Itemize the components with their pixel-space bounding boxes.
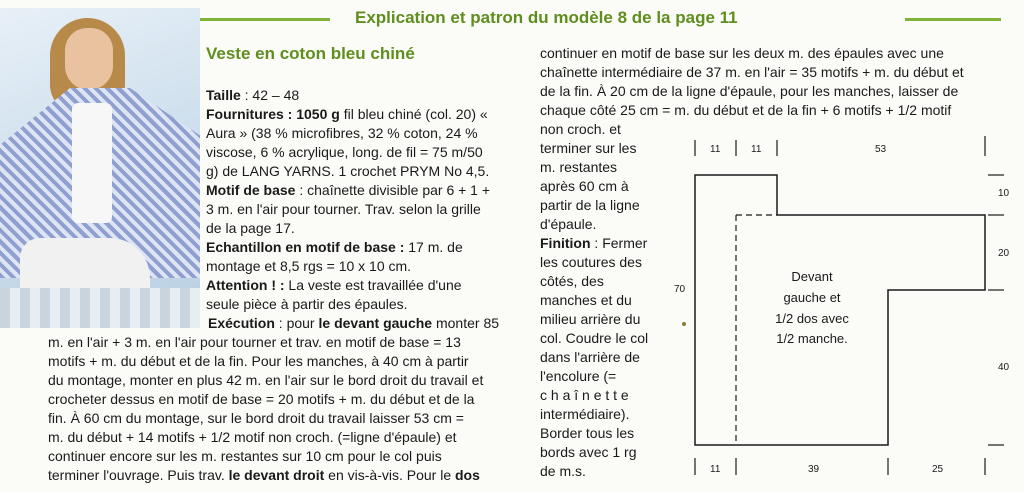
text-line: non croch. et <box>540 121 621 137</box>
text-line: motifs + m. du début et de la fin. Pour les manches, à 40 cm à partir <box>48 353 469 369</box>
dim-top-2: 11 <box>751 144 762 155</box>
text-line: dans l'arrière de <box>540 349 640 365</box>
text-line: de la fin. À 20 cm de la ligne d'épaule, pour les manches, laisser de <box>540 83 959 99</box>
schema-label-1: Devant <box>791 269 833 284</box>
size-line: Taille : 42 – 48 <box>206 87 300 103</box>
text-line: manches et du <box>540 292 632 308</box>
text-line: chaînette intermédiaire de 37 m. en l'air = 35 motifs + m. du début et <box>540 64 964 80</box>
text-line: m. restantes <box>540 159 618 175</box>
text-line: milieu arrière du <box>540 311 641 327</box>
text-line: col. Coudre le col <box>540 330 649 346</box>
right-front-line: terminer l'ouvrage. Puis trav. le devant droit en vis-à-vis. Pour le dos <box>48 467 480 483</box>
text-line: côtés, des <box>540 273 604 289</box>
text-line: d'épaule. <box>540 216 597 232</box>
text-line: g) de LANG YARNS. 1 crochet PRYM No 4,5. <box>206 163 490 179</box>
schema-label-2: gauche et <box>783 290 841 305</box>
dim-left: 70 <box>674 284 686 295</box>
text-line: Border tous les <box>540 425 635 441</box>
schema-label-3: 1/2 dos avec <box>775 311 849 326</box>
text-line: bords avec 1 rg <box>540 444 637 460</box>
text-line: du montage, monter en plus 42 m. en l'air sur le bord droit du travail et <box>48 372 484 388</box>
text-line: montage et 8,5 rgs = 10 x 10 cm. <box>206 258 412 274</box>
text-line: crocheter dessus en motif de base = 20 motifs + m. du début et de la <box>48 391 475 407</box>
dim-bottom-3: 25 <box>932 464 944 475</box>
text-line: viscose, 6 % acrylique, long. de fil = 75 m/50 <box>206 144 483 160</box>
text-line: chaque côté 25 cm = m. du début et de la fin + 6 motifs + 1/2 motif <box>540 102 952 118</box>
model-title: Veste en coton bleu chiné <box>206 44 415 63</box>
text-line: continuer encore sur les m. restantes sur 10 cm pour le col puis <box>48 448 442 464</box>
text-line: seule pièce à partir des épaules. <box>206 296 408 312</box>
base-pattern-line: Motif de base : chaînette divisible par 6 + 1 + <box>206 182 491 198</box>
dim-bottom-2: 39 <box>808 464 820 475</box>
text-line: m. du début + 14 motifs + 1/2 motif non croch. (=ligne d'épaule) et <box>48 429 457 445</box>
text-line: après 60 cm à <box>540 178 629 194</box>
dim-right-1: 10 <box>998 188 1010 199</box>
supplies-line: Fournitures : 1050 g fil bleu chiné (col. 20) « <box>206 106 488 122</box>
text-line: 3 m. en l'air pour tourner. Trav. selon la grille <box>206 201 481 217</box>
dim-bottom-1: 11 <box>710 464 721 475</box>
text-line: intermédiaire). <box>540 406 630 422</box>
text-line: de la page 17. <box>206 220 295 236</box>
text-line: continuer en motif de base sur les deux m. des épaules avec une <box>540 45 944 61</box>
text-line: fin. À 60 cm du montage, sur le bord droit du travail laisser 53 cm = <box>48 410 464 426</box>
text-line: l'encolure (= <box>540 368 617 384</box>
dim-right-2: 20 <box>998 248 1010 259</box>
text-line: Aura » (38 % microfibres, 32 % coton, 24 % <box>206 125 478 141</box>
execution-line: Exécution : pour le devant gauche monter 85 <box>208 315 500 331</box>
dim-top-1: 11 <box>710 144 721 155</box>
text-line: m. en l'air + 3 m. en l'air pour tourner et trav. en motif de base = 13 <box>48 334 461 350</box>
page-header: Explication et patron du modèle 8 de la page 11 <box>355 8 738 27</box>
finishing-line: Finition : Fermer <box>540 235 648 251</box>
text-line: les coutures des <box>540 254 642 270</box>
schema-label-4: 1/2 manche. <box>776 331 848 346</box>
text-line: de m.s. <box>540 463 586 479</box>
text-line: terminer sur les <box>540 140 637 156</box>
text-line: c h a î n e t t e <box>540 387 629 403</box>
dim-top-3: 53 <box>875 144 887 155</box>
attention-line: Attention ! : La veste est travaillée d'une <box>206 277 462 293</box>
dim-right-3: 40 <box>998 362 1010 373</box>
fold-line <box>736 215 777 445</box>
gauge-line: Echantillon en motif de base : 17 m. de <box>206 239 463 255</box>
text-line: partir de la ligne <box>540 197 640 213</box>
